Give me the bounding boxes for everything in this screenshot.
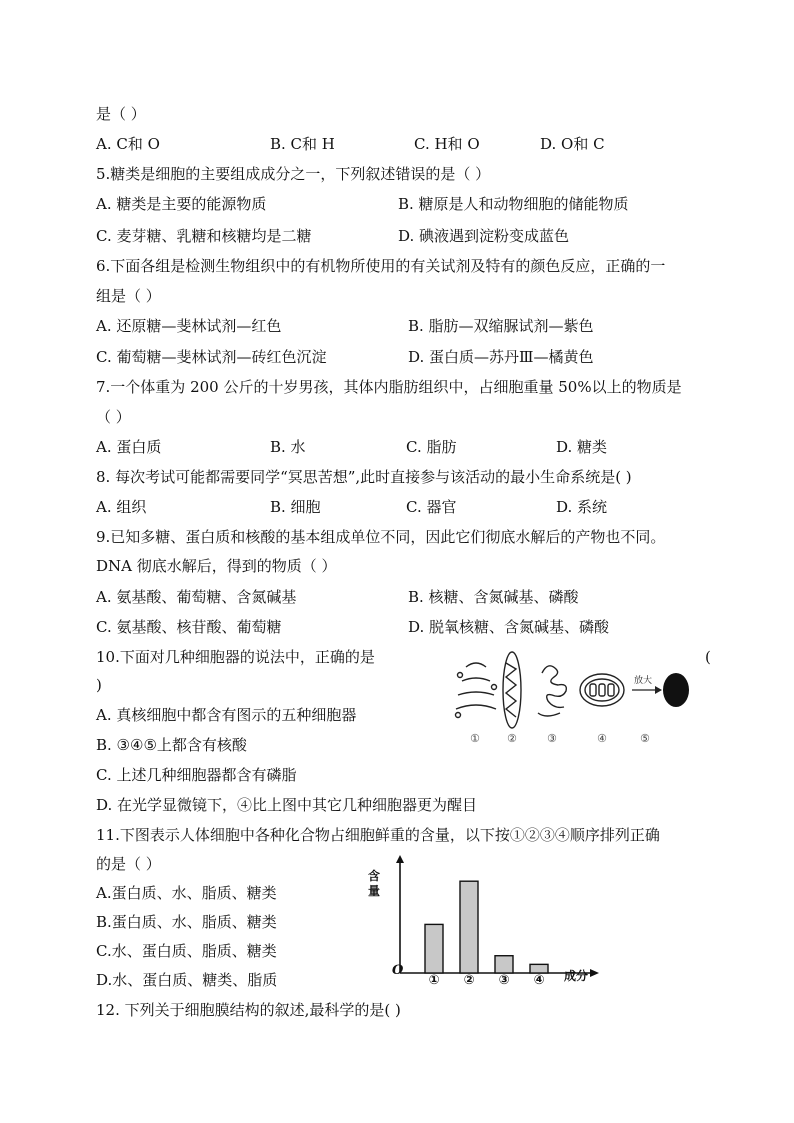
q4-option-c: C. H和 O <box>414 135 480 153</box>
q9-option-c: C. 氨基酸、核苷酸、葡萄糖 <box>96 618 282 636</box>
mitochondrion-icon <box>503 652 521 728</box>
endoplasmic-reticulum-icon <box>538 666 566 716</box>
chart-ylabel: 含量 <box>368 869 381 898</box>
golgi-apparatus-icon <box>456 663 497 718</box>
q9-option-a: A. 氨基酸、葡萄糖、含氮碱基 <box>96 588 297 606</box>
q11-option-c: C.水、蛋白质、脂质、糖类 <box>96 942 277 960</box>
x-axis-arrow-icon <box>590 969 599 977</box>
q10-stem: 10.下面对几种细胞器的说法中，正确的是 <box>96 648 375 666</box>
q12-stem: 12. 下列关于细胞膜结构的叙述,最科学的是( ) <box>96 1001 401 1019</box>
q5-option-c: C. 麦芽糖、乳糖和核糖均是二糖 <box>96 227 312 245</box>
compound-content-chart <box>370 855 610 985</box>
q10-paren-close: ) <box>96 676 102 694</box>
q6-option-b: B. 脂肪—双缩脲试剂—紫色 <box>408 317 594 335</box>
chart-bar-1 <box>425 924 443 973</box>
q5-option-b: B. 糖原是人和动物细胞的储能物质 <box>398 195 629 213</box>
q7-stem-line1: 7.一个体重为 200 公斤的十岁男孩，其体内脂肪组织中，占细胞重量 50%以上的物质是 <box>96 378 682 396</box>
q5-option-a: A. 糖类是主要的能源物质 <box>96 195 267 213</box>
q6-option-c: C. 葡萄糖—斐林试剂—砖红色沉淀 <box>96 348 327 366</box>
compound-content-chart-svg <box>370 855 610 985</box>
q9-option-d: D. 脱氧核糖、含氮碱基、磷酸 <box>408 618 610 636</box>
chart-tick-label-2: ② <box>463 973 475 985</box>
chart-bars <box>425 881 548 973</box>
q8-option-b: B. 细胞 <box>270 498 321 516</box>
y-axis-arrow-icon <box>396 855 404 863</box>
ribosome-icon <box>663 673 689 707</box>
q5-option-d: D. 碘液遇到淀粉变成蓝色 <box>398 227 570 245</box>
organelle-figure <box>450 645 700 750</box>
q11-option-a: A.蛋白质、水、脂质、糖类 <box>96 884 277 902</box>
q10-option-d: D. 在光学显微镜下，④比上图中其它几种细胞器更为醒目 <box>96 796 478 814</box>
q6-stem-line1: 6.下面各组是检测生物组织中的有机物所使用的有关试剂及特有的颜色反应，正确的一 <box>96 257 666 275</box>
chloroplast-icon <box>580 674 624 706</box>
q9-stem-line1: 9.已知多糖、蛋白质和核酸的基本组成单位不同，因此它们彻底水解后的产物也不同。 <box>96 528 666 546</box>
q7-option-b: B. 水 <box>270 438 306 456</box>
q10-option-c: C. 上述几种细胞器都含有磷脂 <box>96 766 297 784</box>
q6-option-d: D. 蛋白质—苏丹Ⅲ—橘黄色 <box>408 348 594 366</box>
q7-option-d: D. 糖类 <box>556 438 608 456</box>
q11-stem-line1: 11.下图表示人体细胞中各种化合物占细胞鲜重的含量，以下按①②③④顺序排列正确 <box>96 826 660 844</box>
figure-label-4: ④ <box>597 732 607 745</box>
q9-option-b: B. 核糖、含氮碱基、磷酸 <box>408 588 579 606</box>
chart-bar-4 <box>530 964 548 973</box>
q4-stem-tail: 是（ ） <box>96 105 146 123</box>
figure-label-3: ③ <box>547 732 557 745</box>
chart-tick-labels <box>428 973 544 985</box>
q4-option-a: A. C和 O <box>96 135 160 153</box>
q8-stem: 8. 每次考试可能都需要同学“冥思苦想”,此时直接参与该活动的最小生命系统是( ) <box>96 468 632 486</box>
q10-option-a: A. 真核细胞中都含有图示的五种细胞器 <box>96 706 357 724</box>
chart-bar-3 <box>495 956 513 973</box>
q10-option-b: B. ③④⑤上都含有核酸 <box>96 736 247 754</box>
chart-tick-label-1: ① <box>428 973 440 985</box>
q10-paren-open: ( <box>705 648 711 666</box>
q8-option-d: D. 系统 <box>556 498 608 516</box>
chart-tick-label-4: ④ <box>533 973 545 985</box>
q7-option-a: A. 蛋白质 <box>96 438 162 456</box>
figure-label-1: ① <box>470 732 480 745</box>
q7-option-c: C. 脂肪 <box>406 438 457 456</box>
q11-stem-line2: 的是（ ） <box>96 855 161 873</box>
q6-option-a: A. 还原糖—斐林试剂—红色 <box>96 317 282 335</box>
q8-option-a: A. 组织 <box>96 498 147 516</box>
q6-stem-line2: 组是（ ） <box>96 287 161 305</box>
organelle-figure-svg <box>450 645 700 750</box>
chart-origin-label: O <box>392 963 404 978</box>
chart-bar-2 <box>460 881 478 973</box>
q8-option-c: C. 器官 <box>406 498 457 516</box>
q11-option-b: B.蛋白质、水、脂质、糖类 <box>96 913 277 931</box>
q7-stem-line2: （ ） <box>96 408 131 426</box>
chart-xlabel: 成分 <box>564 969 589 983</box>
figure-label-2: ② <box>507 732 517 745</box>
q4-option-d: D. O和 C <box>540 135 605 153</box>
magnify-arrow-label: 放大 <box>634 676 653 686</box>
q4-option-b: B. C和 H <box>270 135 335 153</box>
q5-stem: 5.糖类是细胞的主要组成成分之一，下列叙述错误的是（ ） <box>96 165 491 183</box>
magnify-arrow-icon <box>632 686 662 694</box>
q11-option-d: D.水、蛋白质、糖类、脂质 <box>96 971 278 989</box>
chart-tick-label-3: ③ <box>498 973 510 985</box>
figure-label-5: ⑤ <box>640 732 650 745</box>
q9-stem-line2: DNA 彻底水解后，得到的物质（ ） <box>96 557 337 575</box>
